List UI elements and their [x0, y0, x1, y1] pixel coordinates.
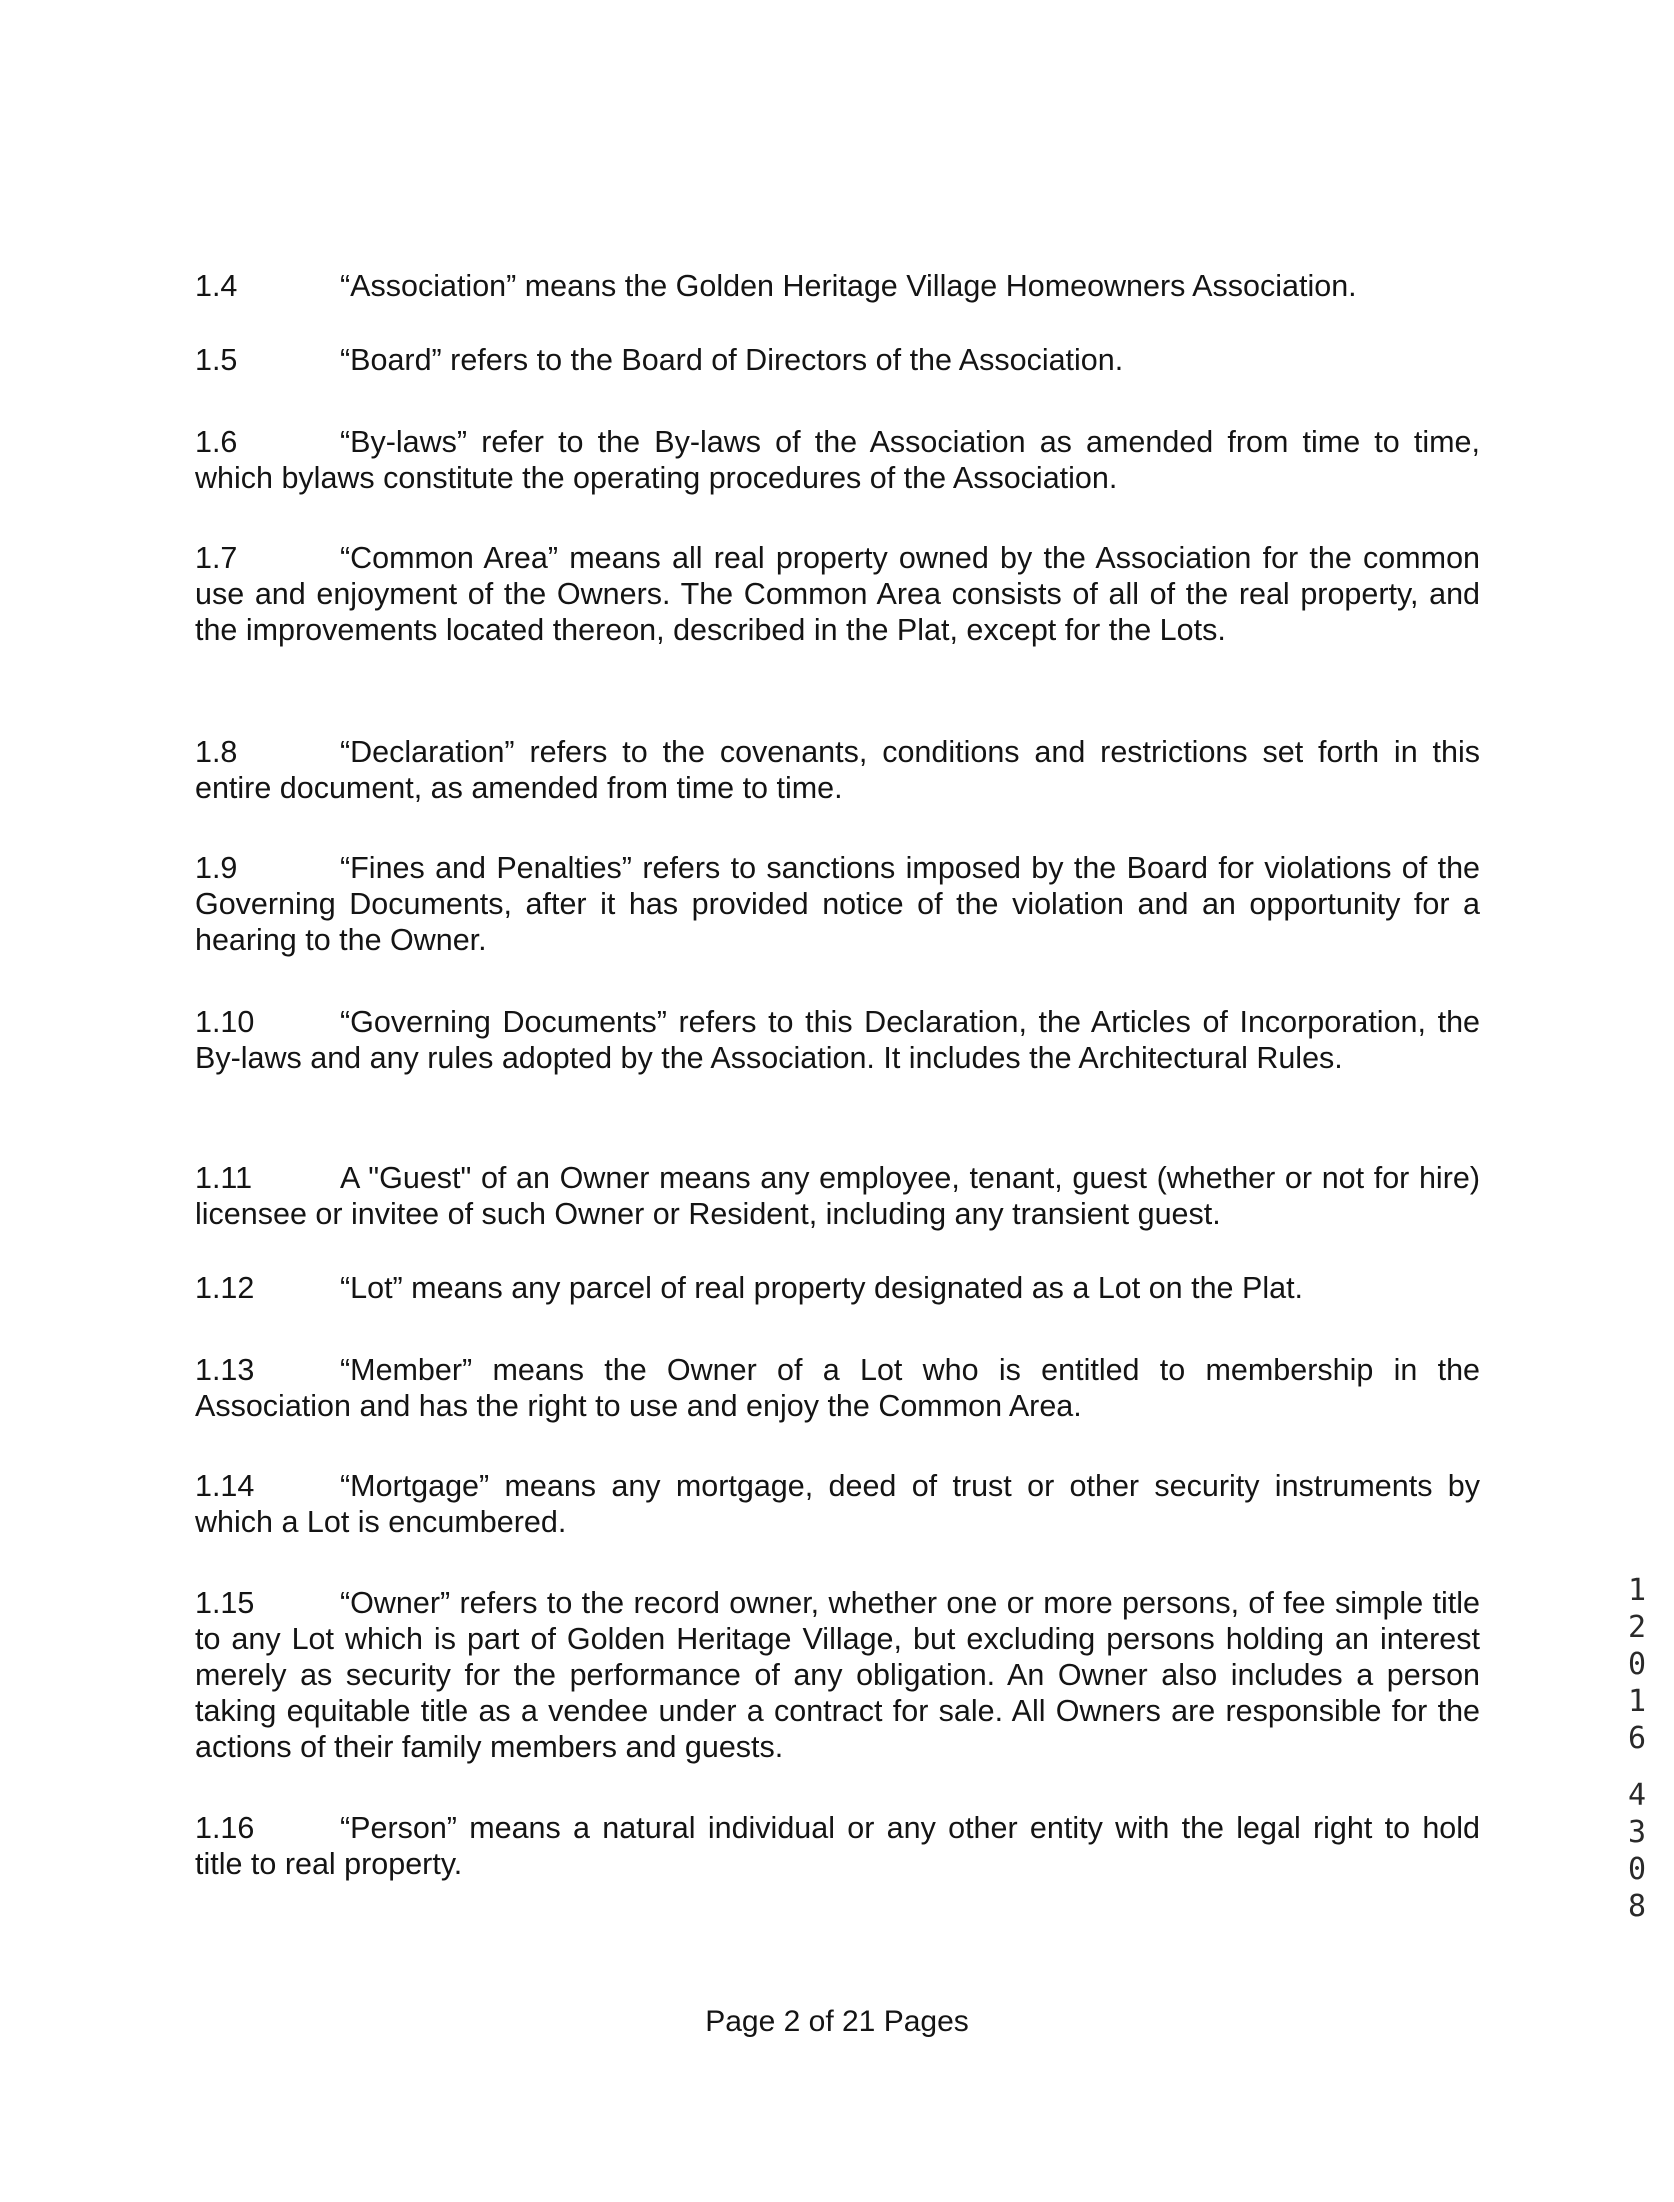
recording-digit: 1	[1627, 1573, 1647, 1608]
page-footer: Page 2 of 21 Pages	[705, 2005, 969, 2038]
definition-text: “Declaration” refers to the covenants, conditions and restrictions set forth in this entire document, as amended from time to time.	[195, 735, 1480, 805]
definition-1-10	[195, 1004, 1480, 1076]
definition-text: “Governing Documents” refers to this Declaration, the Articles of Incorporation, the By-laws and any rules adopted by the Association. It includes the Architectural Rules.	[195, 1005, 1480, 1075]
definition-1-16	[195, 1810, 1480, 1882]
definition-text: “Member” means the Owner of a Lot who is entitled to membership in the Association and has the right to use and enjoy the Common Area.	[195, 1353, 1480, 1423]
definition-1-7	[195, 540, 1480, 648]
definition-text: “Association” means the Golden Heritage Village Homeowners Association.	[340, 269, 1357, 303]
definition-text: “Mortgage” means any mortgage, deed of trust or other security instruments by which a Lot is encumbered.	[195, 1469, 1480, 1539]
definition-1-8	[195, 734, 1480, 806]
definition-number: 1.5	[195, 343, 238, 377]
definition-1-12	[195, 1270, 1480, 1306]
definition-number: 1.14	[195, 1469, 255, 1503]
definition-text: “Lot” means any parcel of real property designated as a Lot on the Plat.	[340, 1271, 1304, 1305]
definition-number: 1.11	[195, 1161, 253, 1195]
definition-1-5	[195, 342, 1480, 378]
definition-text: “Fines and Penalties” refers to sanctions imposed by the Board for violations of the Governing Documents, after it has provided notice of the violation and an opportunity for a hearing to the Owner.	[195, 851, 1480, 957]
definition-number: 1.6	[195, 425, 238, 459]
recording-digit: 4	[1627, 1778, 1647, 1813]
recording-digit: 2	[1627, 1610, 1647, 1645]
definition-text: “Common Area” means all real property owned by the Association for the common use and enjoyment of the Owners. The Common Area consists of all of the real property, and the improvements located thereon, described in the Plat, except for the Lots.	[195, 541, 1480, 647]
definition-1-13	[195, 1352, 1480, 1424]
definition-1-15	[195, 1585, 1480, 1765]
recording-digit: 0	[1627, 1647, 1647, 1682]
recording-digit: 1	[1627, 1684, 1647, 1719]
definition-1-11	[195, 1160, 1480, 1232]
recording-digit: 6	[1627, 1721, 1647, 1756]
definition-number: 1.16	[195, 1811, 255, 1845]
definition-1-6	[195, 424, 1480, 496]
definition-text: “Owner” refers to the record owner, whether one or more persons, of fee simple title to any Lot which is part of Golden Heritage Village, but excluding persons holding an interest merely as security for the performance of any obligation. An Owner also includes a person taking equitable title as a vendee under a contract for sale. All Owners are responsible for the actions of their family members and guests.	[195, 1586, 1480, 1764]
recording-number-vertical	[1622, 1572, 1652, 1925]
recording-digit: 3	[1627, 1815, 1647, 1850]
definition-number: 1.4	[195, 269, 238, 303]
definition-1-9	[195, 850, 1480, 958]
recording-digit: 8	[1627, 1889, 1647, 1924]
definition-number: 1.13	[195, 1353, 255, 1387]
recording-digit-gap	[1622, 1757, 1652, 1777]
definition-number: 1.8	[195, 735, 238, 769]
definition-1-4	[195, 268, 1480, 304]
definition-number: 1.10	[195, 1005, 255, 1039]
definition-number: 1.15	[195, 1586, 255, 1620]
definition-1-14	[195, 1468, 1480, 1540]
definition-text: “By-laws” refer to the By-laws of the Association as amended from time to time, which bylaws constitute the operating procedures of the Association.	[195, 425, 1480, 495]
definition-number: 1.12	[195, 1271, 255, 1305]
definition-text: “Board” refers to the Board of Directors of the Association.	[340, 343, 1124, 377]
recording-digit: 0	[1627, 1852, 1647, 1887]
definition-text: A "Guest" of an Owner means any employee, tenant, guest (whether or not for hire) licensee or invitee of such Owner or Resident, including any transient guest.	[195, 1161, 1480, 1231]
definition-number: 1.7	[195, 541, 238, 575]
definition-number: 1.9	[195, 851, 238, 885]
definition-text: “Person” means a natural individual or any other entity with the legal right to hold title to real property.	[195, 1811, 1480, 1881]
